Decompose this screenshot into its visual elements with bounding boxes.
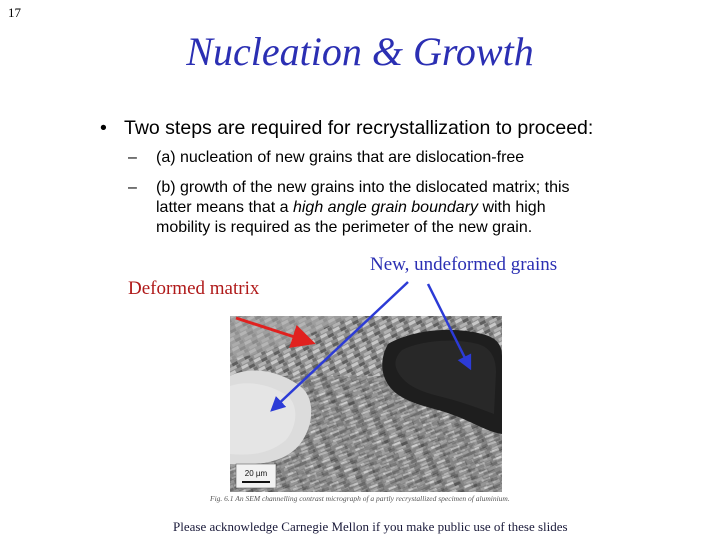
slide-title: Nucleation & Growth xyxy=(186,29,534,74)
sem-micrograph xyxy=(230,316,502,492)
sub-bullet-b xyxy=(128,178,668,238)
sub-bullet-b-line2-post: with high xyxy=(478,199,546,216)
sub-marker-a: – xyxy=(128,149,137,166)
sub-bullet-b-line2-pre: latter means that a xyxy=(156,199,293,216)
sub-bullet-a-text: (a) nucleation of new grains that are dislocation-free xyxy=(156,149,525,166)
bullet-marker: • xyxy=(100,117,107,139)
deformed-matrix-label: Deformed matrix xyxy=(128,278,260,299)
figure-caption: Fig. 6.1 An SEM channelling contrast micrograph of a partly recrystallized specimen of aluminium. xyxy=(210,494,510,503)
slide-number: 17 xyxy=(8,5,21,20)
scale-bar-label: 20 µm xyxy=(244,469,268,478)
main-bullet-text: Two steps are required for recrystallization to proceed: xyxy=(124,117,594,139)
footer-acknowledgement: Please acknowledge Carnegie Mellon if you make public use of these slides xyxy=(173,519,568,534)
main-bullet xyxy=(100,117,593,140)
sub-bullet-b-line2 xyxy=(128,198,668,218)
sub-bullet-b-line1: (b) growth of the new grains into the dislocated matrix; this xyxy=(156,179,570,196)
sub-bullet-a xyxy=(128,148,524,168)
emphasis-high-angle: high angle grain boundary xyxy=(292,199,478,216)
sub-marker-b: – xyxy=(128,179,137,196)
new-grains-label: New, undeformed grains xyxy=(370,254,558,275)
sub-bullet-b-line3: mobility is required as the perimeter of the new grain. xyxy=(156,219,533,236)
